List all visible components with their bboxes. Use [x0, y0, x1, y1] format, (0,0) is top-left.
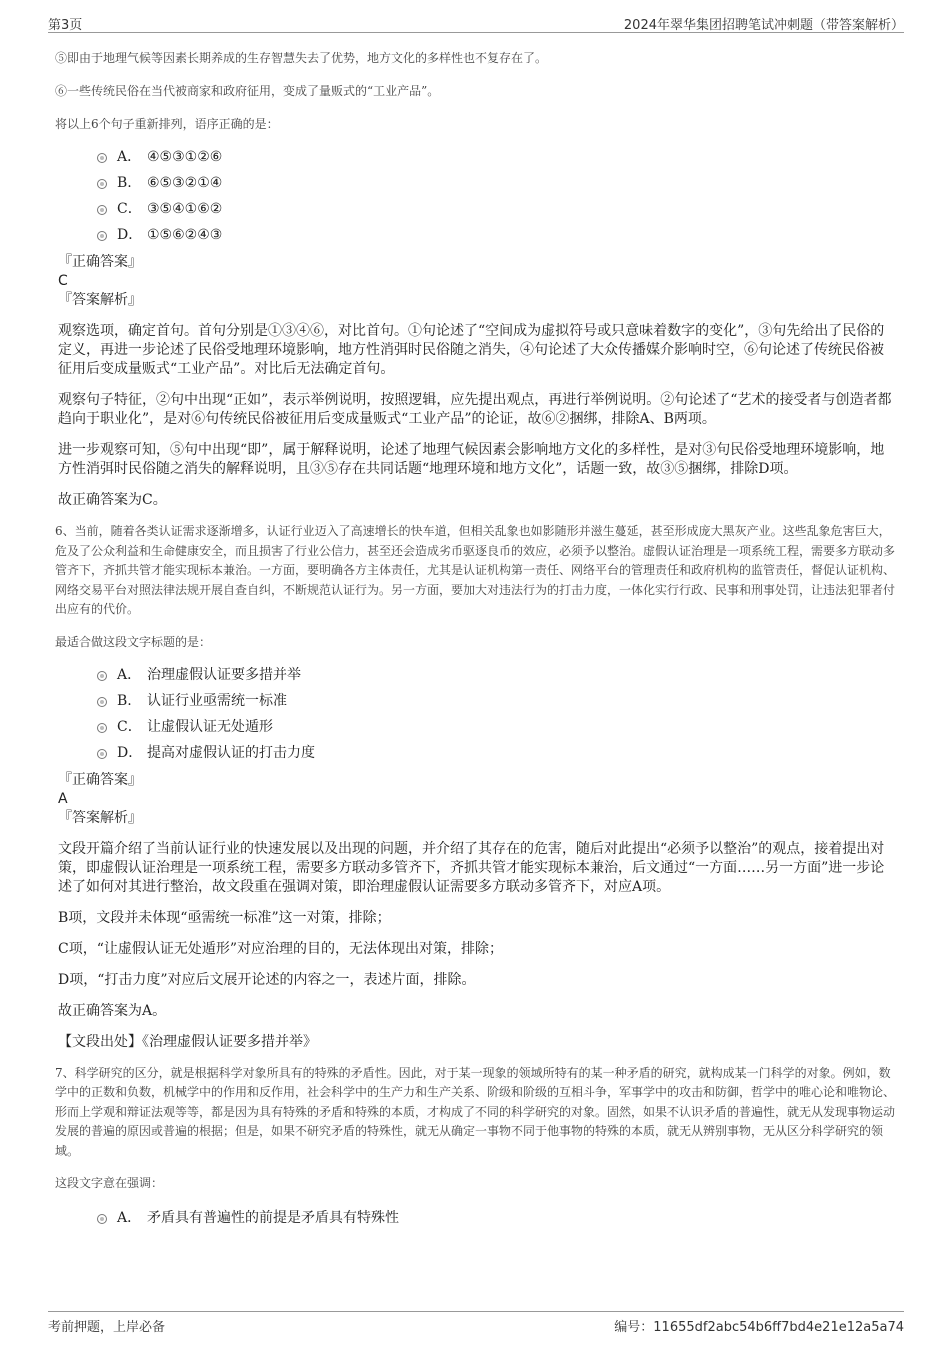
radio-icon[interactable]	[97, 179, 107, 189]
analysis-paragraph: 进一步观察可知，⑤句中出现“即”，属于解释说明，论述了地理气候因素会影响地方文化的多样性，是对③句民俗受地理环境影响，地方性消弭时民俗随之消失的解释说明，且③⑤存在共同话题“地理环境和地方文化”，话题一致，故③⑤捆绑，排除D项。	[58, 442, 885, 477]
radio-icon[interactable]	[97, 671, 107, 681]
question-prompt: 最适合做这段文字标题的是：	[55, 634, 212, 649]
question-stem: 7、科学研究的区分，就是根据科学对象所具有的特殊的矛盾性。因此，对于某一现象的领域所特有的某一种矛盾的研究，就构成某一门科学的对象。例如，数学中的正数和负数，机械学中的作用和反作用，社会科学中的生产力和生产关系、阶级和阶级的互相斗争，军事学中的攻击和防御，哲学中的唯心论和唯物论、形而上学观和辩证法观等等，都是因为具有特殊的矛盾和特殊的本质，才构成了不同的科学研究的对象。固然，如果不认识矛盾的普遍性，就无从发现事物运动发展的普遍的原因或普遍的根据；但是，如果不研究矛盾的特殊性，就无从确定一事物不同于他事物的特殊的本质，就无从辨别事物，无从区分科学研究的领域。	[55, 1065, 896, 1158]
options-list	[55, 665, 895, 769]
footer-slogan: 考前押题，上岸必备	[48, 1320, 166, 1335]
analysis-paragraph: B项，文段并未体现“亟需统一标准”这一对策，排除；	[58, 909, 391, 926]
page-number: 第3页	[48, 18, 83, 33]
page-header	[48, 10, 904, 33]
radio-icon[interactable]	[97, 723, 107, 733]
option-d[interactable]: D． 提高对虚假认证的打击力度	[55, 743, 895, 769]
option-b[interactable]: B. 认证行业亟需统一标准	[55, 691, 895, 717]
option-b[interactable]: B. ⑥⑤③②①④	[55, 173, 895, 199]
sentence-5: ⑤即由于地理气候等因素长期养成的生存智慧失去了优势，地方文化的多样性也不复存在了。	[55, 51, 548, 65]
main-content	[55, 48, 895, 1234]
analysis-paragraph: 观察句子特征，②句中出现“正如”，表示举例说明，按照逻辑，应先提出观点，再进行举例说明。②句论述了“艺术的接受者与创造者都趋向于职业化”，是对⑥句传统民俗被征用后变成量贩式“工业产品”的论证，故⑥②捆绑，排除A、B两项。	[58, 392, 892, 427]
option-a[interactable]: A． 治理虚假认证要多措并举	[55, 665, 895, 691]
analysis-paragraph: C项，“让虚假认证无处遁形”对应治理的目的，无法体现出对策，排除；	[58, 940, 504, 957]
analysis-paragraph: 观察选项，确定首句。首句分别是①③④⑥，对比首句。①句论述了“空间成为虚拟符号或只意味着数字的变化”，③句先给出了民俗的定义，再进一步论述了民俗受地理环境影响，地方性消弭时民俗随之消失，④句论述了大众传播媒介影响时空，⑥句论述了传统民俗被征用后变成量贩式“工业产品”。对比后无法确定首句。	[58, 323, 885, 377]
option-a[interactable]: A． ④⑤③①②⑥	[55, 147, 895, 173]
radio-icon[interactable]	[97, 153, 107, 163]
question-prompt: 这段文字意在强调：	[55, 1176, 164, 1190]
analysis-tag: 『答案解析』	[58, 292, 142, 308]
answer-tag: 『正确答案』	[58, 254, 142, 270]
sentence-6: ⑥一些传统民俗在当代被商家和政府征用，变成了量贩式的“工业产品”。	[55, 84, 440, 98]
answer-tag: 『正确答案』	[58, 771, 142, 788]
radio-icon[interactable]	[97, 231, 107, 241]
analysis-conclusion: 故正确答案为A。	[58, 1002, 167, 1019]
page-footer	[48, 1311, 904, 1334]
analysis-paragraph: 文段开篇介绍了当前认证行业的快速发展以及出现的问题，并介绍了其存在的危害，随后对此提出“必须予以整治”的观点，接着提出对策，即虚假认证治理是一项系统工程，需要多方联动多管齐下，齐抓共管才能实现标本兼治，后文通过“一方面……另一方面”进一步论述了如何对其进行整治，故文段重在强调对策，即治理虚假认证需要多方联动多管齐下，对应A项。	[58, 840, 885, 895]
radio-icon[interactable]	[97, 697, 107, 707]
options-list	[55, 147, 895, 251]
options-list	[55, 1208, 895, 1234]
radio-icon[interactable]	[97, 749, 107, 759]
source-note: 【文段出处】《治理虚假认证要多措并举》	[58, 1033, 317, 1050]
radio-icon[interactable]	[97, 1214, 107, 1224]
answer-value: A	[58, 790, 68, 807]
question-prompt: 将以上6个句子重新排列，语序正确的是：	[55, 117, 279, 131]
analysis-tag: 『答案解析』	[58, 809, 142, 826]
option-c[interactable]: C． ③⑤④①⑥②	[55, 199, 895, 225]
option-a[interactable]: A． 矛盾具有普遍性的前提是矛盾具有特殊性	[55, 1208, 895, 1234]
document-code: 编号：11655df2abc54b6ff7bd4e21e12a5a74	[614, 1320, 904, 1335]
option-d[interactable]: D． ①⑤⑥②④③	[55, 225, 895, 251]
option-c[interactable]: C． 让虚假认证无处遁形	[55, 717, 895, 743]
analysis-conclusion: 故正确答案为C。	[58, 492, 167, 508]
answer-value: C	[58, 273, 68, 289]
radio-icon[interactable]	[97, 205, 107, 215]
question-stem: 6、当前，随着各类认证需求逐渐增多，认证行业迈入了高速增长的快车道，但相关乱象也如影随形并滋生蔓延，甚至形成庞大黑灰产业。这些乱象危害巨大，危及了公众利益和生命健康安全，而且损害了行业公信力，甚至还会造成劣币驱逐良币的效应，必须予以整治。虚假认证治理是一项系统工程，需要多方联动多管齐下，齐抓共管才能实现标本兼治。一方面，要明确各方主体责任，尤其是认证机构第一责任、网络平台的管理责任和政府机构的监管责任，督促认证机构、网络交易平台对照法律法规开展自查自纠，不断规范认证行为。另一方面，要加大对违法行为的打击力度，一体化实行行政、民事和刑事处罚，让违法犯罪者付出应有的代价。	[55, 524, 896, 616]
analysis-paragraph: D项，“打击力度”对应后文展开论述的内容之一，表述片面，排除。	[58, 971, 476, 988]
document-title: 2024年翠华集团招聘笔试冲刺题（带答案解析）	[623, 18, 904, 33]
